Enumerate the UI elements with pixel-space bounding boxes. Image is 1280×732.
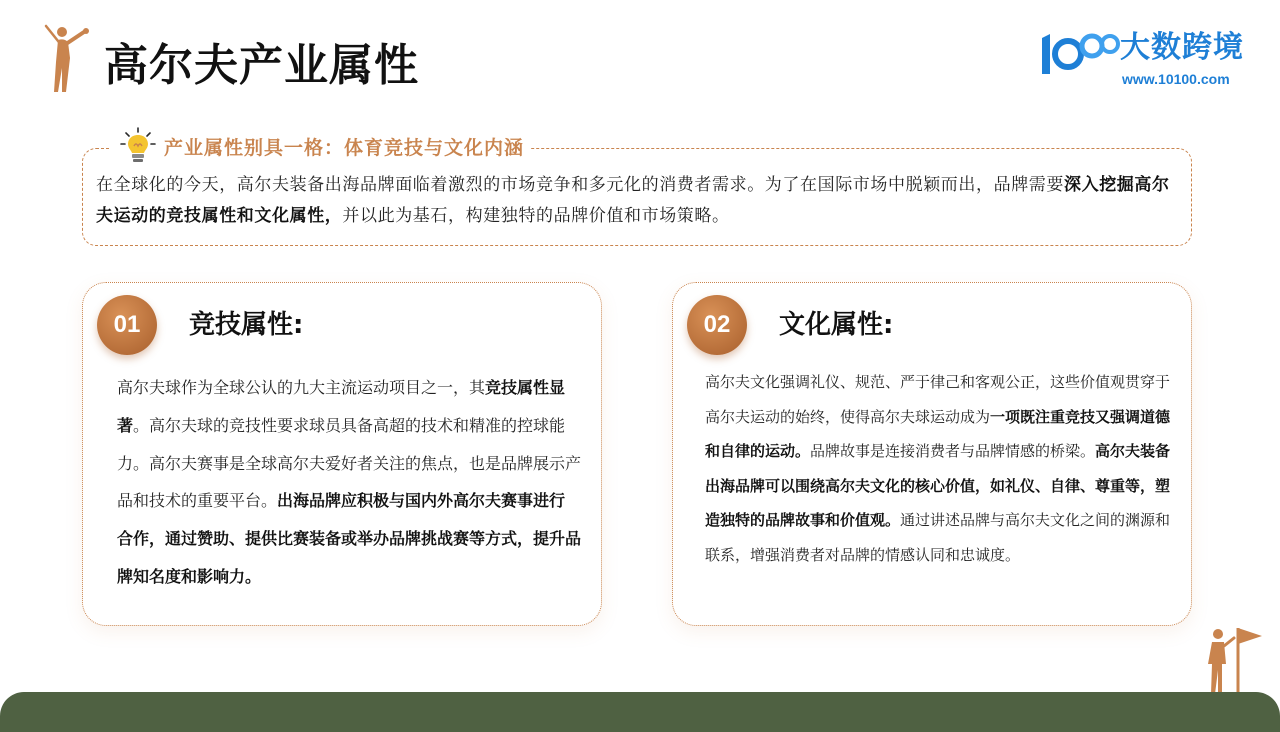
brand-logo[interactable] [1036,28,1256,92]
number-badge: 02 [687,295,747,355]
logo-cn-text: 大数跨境 [1120,30,1244,65]
card-body-text: 通过讲述品牌与高尔夫文化之间的渊源和联系，增强消费者对品牌的情感认同和忠诚度。 [705,511,1171,564]
number-badge: 01 [97,295,157,355]
card-body-highlight: 出海品牌应积极与国内外高尔夫赛事进行合作，通过赞助、提供比赛装备或举办品牌挑战赛等方式，提升品牌知名度和影响力。 [117,491,582,586]
golfer-swing-icon [40,22,92,94]
card-title: 竞技属性: [189,310,304,340]
card-body [117,369,581,596]
page-title: 高尔夫产业属性 [104,40,419,91]
card-body-text: 。高尔夫球的竞技性要求球员具备高超的技术和精准的控球能力。高尔夫赛事是全球高尔夫爱好者关注的焦点，也是品牌展示产品和技术的重要平台。 [117,415,582,511]
card-cultural [672,282,1192,626]
footer-band [0,692,1280,732]
card-body [705,365,1171,573]
card-body-highlight: 高尔夫装备出海品牌可以围绕高尔夫文化的核心价值，如礼仪、自律、尊重等，塑造独特的品牌故事和价值观。 [705,442,1171,530]
card-body-text: 高尔夫球作为全球公认的九大主流运动项目之一，其 [117,378,486,397]
lightbulb-icon [118,126,158,166]
card-body-highlight: 竞技属性显著 [117,378,566,435]
intro-text [96,170,1176,232]
card-body-text: 高尔夫文化强调礼仪、规范、严于律己和客观公正，这些价值观贯穿于高尔夫运动的始终，使得高尔夫球运动成为 [705,373,1171,426]
logo-url[interactable]: www.10100.com [1122,71,1230,87]
intro-heading [110,134,530,162]
card-body-highlight: 一项既注重竞技又强调道德和自律的运动。 [705,407,1171,461]
intro-heading-text: 产业属性别具一格：体育竞技与文化内涵 [164,137,525,159]
card-body-text: 品牌故事是连接消费者与品牌情感的桥梁。 [810,442,1096,461]
intro-text-part1: 在全球化的今天，高尔夫装备出海品牌面临着激烈的市场竞争和多元化的消费者需求。为了在国际市场中脱颖而出，品牌需要 [96,175,1064,195]
golfer-flag-icon [1200,624,1268,696]
intro-text-part2: 并以此为基石，构建独特的品牌价值和市场策略。 [342,206,730,226]
card-competitive [82,282,602,626]
intro-text-bold: 深入挖掘高尔夫运动的竞技属性和文化属性， [96,175,1170,226]
logo-mark-icon [1036,28,1120,82]
card-title: 文化属性: [779,310,894,340]
